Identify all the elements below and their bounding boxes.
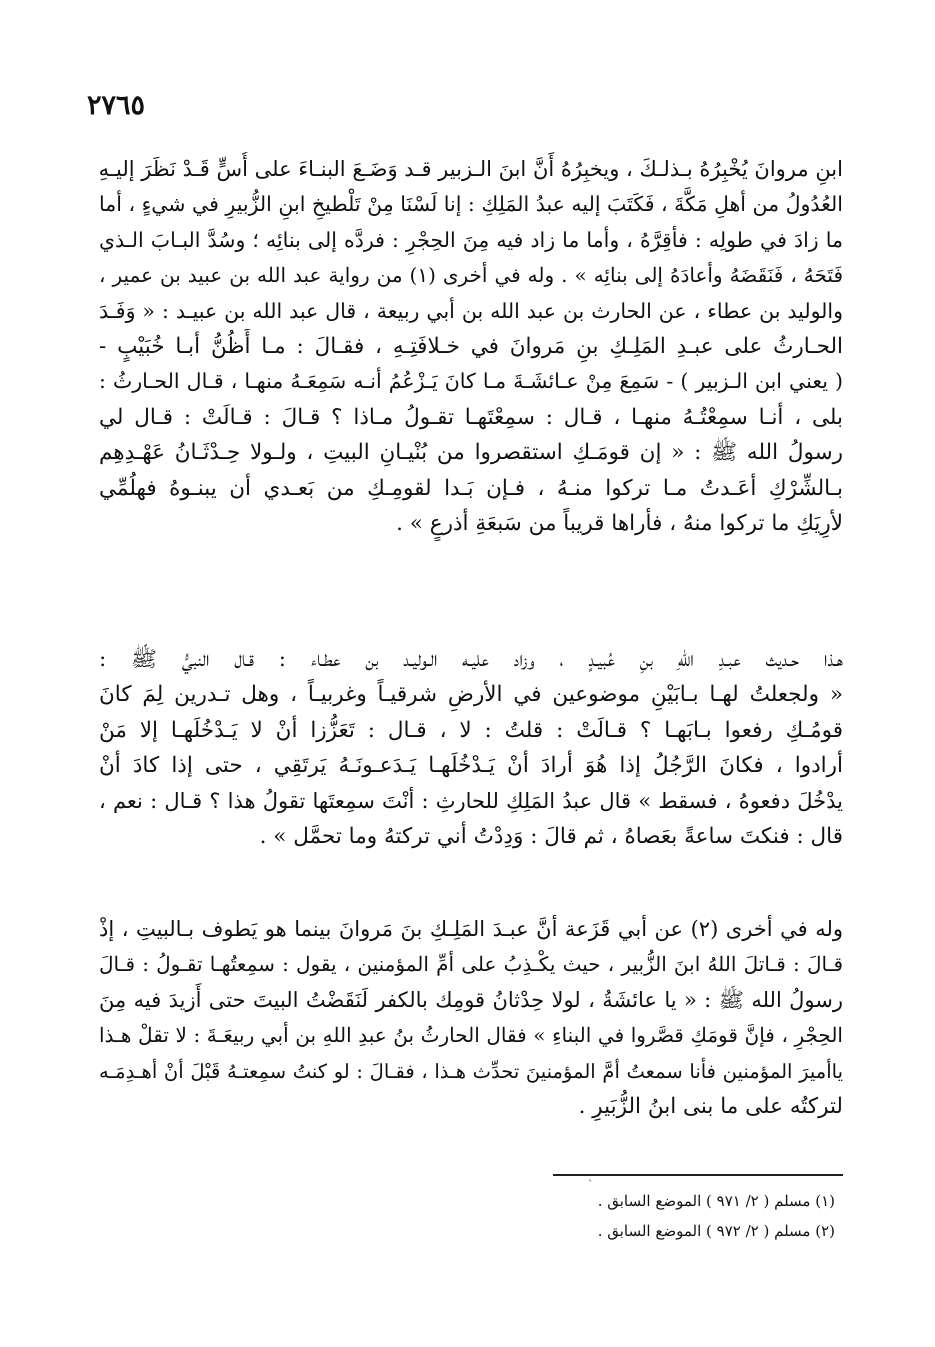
paragraph-1 <box>99 152 843 541</box>
paragraph-2 <box>99 642 843 854</box>
text-line: الحِجْرِ ، فإنَّ قومَكِ قصَّروا في البناءِ » فقال الحارثُ بنُ عبدِ اللهِ بن أبي ربيعَـةَ : لا تقلْ هـذا <box>99 1023 843 1048</box>
footnote-1: (١) مسلم ( ٢/ ٩٧١ ) الموضع السابق . <box>597 1192 835 1210</box>
text-line: رسولُ الله ﷺ : « يا عائشَةُ ، لولا حِدْثانُ قومِك بالكفر لَنَقَضْتُ البيتَ حتى أَزيدَ فيه مِنَ <box>99 987 843 1012</box>
text-line: وله في أخرى (٢) عن أبي قَزَعة أنَّ عبـدَ المَلِـكِ بنَ مَروانَ بينما هو يَطوف بـالبيتِ ، إذْ <box>99 917 843 941</box>
text-line: رسولُ الله ﷺ : « إن قومَـكِ استقصروا من بُنْيـانِ البيتِ ، ولـولا حِـدْثَـانُ عَهْـدِهِم <box>99 440 843 466</box>
text-line: العُدُولُ من أهلِ مَكَّةَ ، فَكَتَبَ إليه عبدُ المَلِكِ : إنا لَسْنَا مِنْ تَلْطيخِ ابنِ الزُّبيرِ في شيءٍ ، أما <box>99 192 843 217</box>
text-line: « ولجعلتُ لهـا بـابَيْنِ موضوعين في الأرضِ شرقيـاً وغربيـاً ، وهل تـدرين لِمَ كانَ <box>99 682 843 708</box>
text-line: أرادوا ، فكانَ الرَّجُلُ إذا هُوَ أرادَ أنْ يَـدْخُلَهـا يَـدَعـونَـهُ يَرتَقِي ، حتى إذا كادَ أنْ <box>99 753 843 779</box>
text-line: لتركتُه على ما بنى ابنُ الزُّبَيرِ . <box>578 1093 843 1119</box>
text-line: بلى ، أنـا سمِعْتُـهُ منهـا ، قـال : سمِعْتَهـا تقـولُ مـاذا ؟ قـالَ : قـالَتْ : قـال لي <box>99 404 843 430</box>
text-line: هـذا حـديث عبـدِ اللهِ بنِ عُبيـدٍ ، وزاد عليـه الـوليـد بن عطـاء : قـال النبيُّ ﷺ : <box>99 647 843 672</box>
text-line: الحـارثُ على عبـدِ المَلِـكِ بنِ مَروانَ في خـلافَتِـهِ ، فقـالَ : مـا أَظُنُّ أبـا خُبَيْبٍ - <box>99 333 843 359</box>
text-line: ياأميرَ المؤمنين فأنا سمعتُ أمَّ المؤمنينَ تحدِّث هـذا ، فقـالَ : لو كنتُ سمِعتـهُ قَبْلَ أنْ أهـدِمَـه <box>99 1059 843 1083</box>
text-line: والوليد بن عطاء ، عن الحارث بن عبد الله بن أبي ربيعة ، قال عبد الله بن عبيـد : « وَفَـدَ <box>99 298 843 323</box>
text-line: ابنِ مروانَ يُخْبِرُهُ بـذلـكَ ، ويخبِرُهُ أَنَّ ابنَ الـزبير قـد وَضَـعَ البنـاءَ على أُسٍّ قَـدْ نَظَرَ إليـهِ <box>99 157 843 181</box>
text-line: قـالَ : قـاتلَ اللهُ ابنَ الزُّبير ، حيث يكْـذِبُ على أمِّ المؤمنين ، يقول : سمِعتُهـا تقـولُ : قـالَ <box>99 952 843 977</box>
scan-mark-decoration: ` <box>588 1180 593 1191</box>
footnote-divider <box>553 1174 843 1176</box>
footnote-2: (٢) مسلم ( ٢/ ٩٧٢ ) الموضع السابق . <box>597 1222 835 1240</box>
text-line: ( يعني ابن الـزبير ) - سَمِعَ مِنْ عـائشَـةَ مـا كانَ يَـزْعُمُ أنـه سَمِعَـهُ منهـا ، قـال الحـارثُ : <box>99 369 843 394</box>
paragraph-3 <box>99 912 843 1124</box>
text-line: قال : فنكتَ ساعةً بعَصاهُ ، ثم قالَ : وَدِدْتُ أني تركتهُ وما تحمَّل » . <box>259 823 843 849</box>
text-line: يدْخُلَ دفعوهُ ، فسقط » قال عبدُ المَلِكِ للحارثِ : أنْتَ سمِعتَها تقولُ هذا ؟ قـال : نعم ، <box>99 788 843 813</box>
page-number: ٢٧٦٥ <box>87 90 146 121</box>
text-line: فَتَحَهُ ، فَنَقَضَهُ وأعادَهُ إلى بنائِه » . وله في أخرى (١) من رواية عبد الله بن عبيد بن عمير ، <box>99 263 843 288</box>
text-line: لأرِيَكِ ما تركوا منهُ ، فأراها قريباً من سَبعَةِ أذرعٍ » . <box>396 510 843 536</box>
text-line: ما زادَ في طولِه : فأقِرَّهُ ، وأما ما زاد فيه مِنَ الحِجْرِ : فردَّه إلى بنائِه ؛ وسُدَّ البـابَ الـذي <box>99 227 843 252</box>
footnotes <box>335 1186 835 1246</box>
text-line: بـالشِّرْكِ أعَـدتُ مـا تركوا منـهُ ، فـإن بَـدا لقومِـكِ من بَعـدي أن يبنـوهُ فهلُمِّي <box>99 475 843 501</box>
text-line: قومُـكِ رفعوا بـابَهـا ؟ قـالَتْ : قلتُ : لا ، قـال : تَعَزُّزا أنْ لا يَـدْخُلَهـا إلا مَنْ <box>99 717 843 743</box>
